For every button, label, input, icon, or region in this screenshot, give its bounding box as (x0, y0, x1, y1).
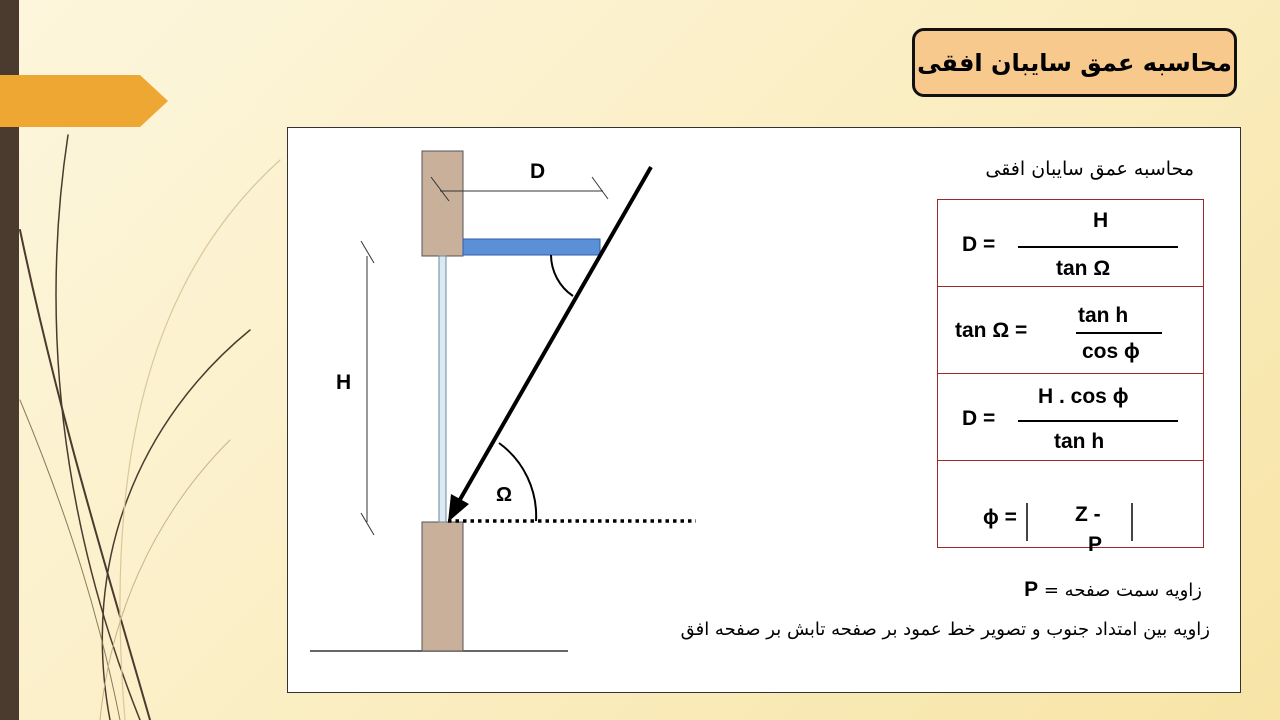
note-description: زاویه بین امتداد جنوب و تصویر خط عمود بر صفحه تابش بر صفحه افق (680, 619, 1210, 640)
diagram-panel (287, 127, 1241, 693)
label-omega: Ω (496, 484, 513, 506)
lower-wall (422, 522, 463, 651)
f3-lhs: D = (962, 407, 996, 430)
angle-arc-upper (551, 255, 573, 296)
note-p (1024, 578, 1202, 602)
f2-numerator: tan h (1078, 304, 1129, 327)
f1-lhs: D = (962, 233, 996, 256)
note-p-symbol: P (1024, 578, 1039, 601)
slide-title: محاسبه عمق سایبان افقی (912, 28, 1237, 97)
f2-denominator: cos ϕ (1082, 340, 1140, 363)
note-p-label: زاویه سمت صفحه = (1043, 580, 1202, 601)
f4-abs-bar-left (1026, 503, 1028, 541)
formula-row-2 (938, 287, 1204, 374)
f2-fraction-bar (1076, 332, 1162, 334)
label-h: H (336, 371, 352, 394)
f3-fraction-bar (1018, 420, 1178, 422)
dimension-tick-d-right (592, 177, 608, 199)
f1-numerator: H (1093, 209, 1109, 232)
angle-arc-omega (499, 443, 536, 521)
f4-lhs: ϕ = (983, 506, 1017, 529)
label-d: D (530, 160, 546, 183)
f1-fraction-bar (1018, 246, 1178, 248)
f1-denominator: tan Ω (1056, 257, 1111, 280)
f3-numerator: H . cos ϕ (1038, 385, 1129, 408)
formula-row-1 (938, 200, 1204, 287)
decorative-arrow-tab (0, 75, 168, 127)
upper-wall (422, 151, 463, 256)
f2-lhs: tan Ω = (955, 319, 1028, 342)
window-glass (439, 256, 446, 522)
formula-table (937, 199, 1204, 556)
formula-heading: محاسبه عمق سایبان افقی (985, 158, 1194, 180)
f4-top: Z - (1075, 503, 1101, 526)
sun-ray-arrowhead (448, 494, 469, 522)
formula-row-4 (938, 461, 1204, 548)
formula-row-3 (938, 374, 1204, 461)
f4-abs-bar-right (1131, 503, 1133, 541)
sun-ray-line (458, 167, 651, 503)
horizontal-shade (463, 239, 600, 255)
f4-bottom: P (1088, 533, 1103, 556)
f3-denominator: tan h (1054, 430, 1105, 453)
